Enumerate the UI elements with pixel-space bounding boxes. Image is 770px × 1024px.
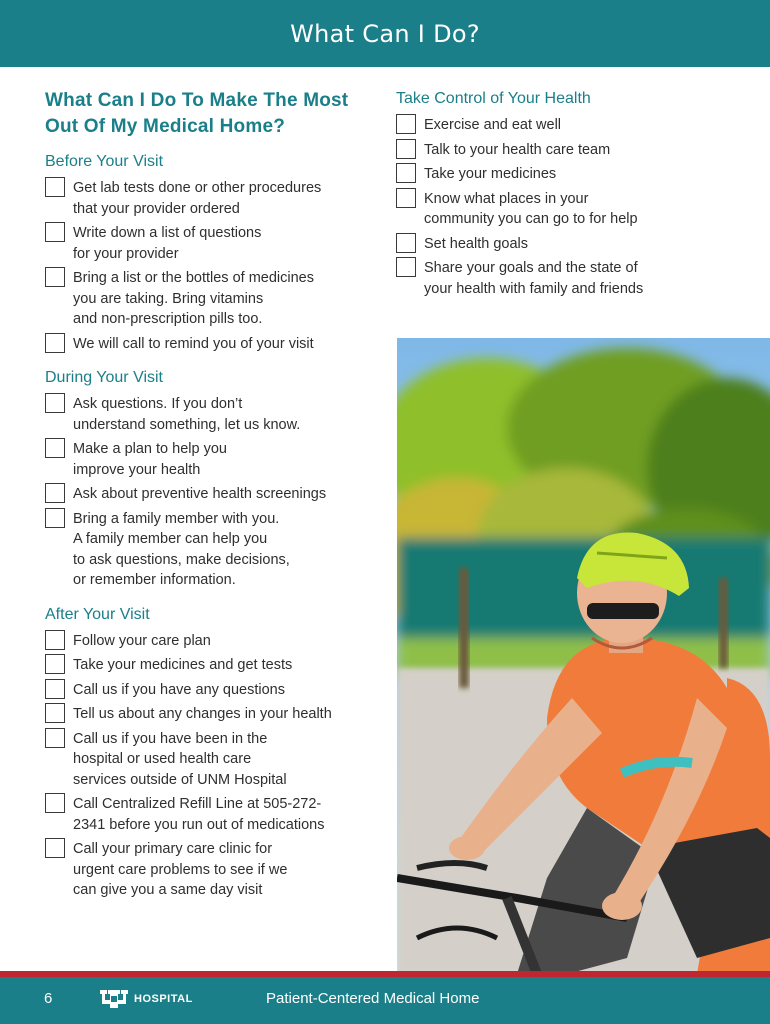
checklist-item-label: Share your goals and the state of your health with family and friends (424, 260, 644, 297)
checklist (396, 115, 756, 299)
checklist-item (45, 178, 385, 219)
checklist-item-label: Ask about preventive health screenings (73, 486, 327, 502)
left-sections (45, 152, 385, 901)
checklist-item-label: Call us if you have been in the hospital or used health care services outside of UNM Hospital (73, 730, 287, 788)
checkbox[interactable] (45, 630, 65, 650)
checklist-item (45, 655, 385, 676)
checklist-item-label: Exercise and eat well (424, 117, 562, 133)
checklist-item-label: Bring a list or the bottles of medicines you are taking. Bring vitamins and non-prescription pills too. (73, 270, 314, 327)
checklist-item-label: Call Centralized Refill Line at 505-272- 2341 before you run out of medications (73, 796, 325, 833)
checklist-item (45, 704, 385, 725)
left-column (45, 88, 385, 915)
main-heading: What Can I Do To Make The Most Out Of My Medical Home? (45, 90, 349, 137)
checkbox[interactable] (45, 393, 65, 413)
checklist-item (45, 439, 385, 480)
checklist-item (45, 268, 385, 330)
checklist-item-label: Make a plan to help you improve your health (73, 441, 227, 478)
section-during-your-visit (45, 368, 385, 591)
checklist-item-label: Talk to your health care team (424, 141, 611, 158)
checkbox[interactable] (45, 267, 65, 287)
checkbox[interactable] (45, 438, 65, 458)
checkbox[interactable] (396, 139, 416, 159)
checkbox[interactable] (45, 793, 65, 813)
checklist-item-label: Write down a list of questions for your provider (73, 225, 262, 262)
checkbox[interactable] (45, 654, 65, 674)
checkbox[interactable] (45, 728, 65, 748)
footer-title: Patient-Centered Medical Home (266, 990, 480, 1007)
page-header (0, 0, 770, 67)
checklist-item-label: Take your medicines (424, 166, 557, 182)
checklist-item-label: Tell us about any changes in your health (73, 706, 332, 722)
cyclist-illustration (397, 338, 770, 974)
page-number: 6 (44, 990, 53, 1007)
checklist-item (45, 334, 385, 355)
checklist-item (45, 839, 385, 901)
checklist-item-label: Know what places in your community you can go to for help (424, 190, 638, 227)
logo-text: HOSPITAL (134, 993, 193, 1005)
checklist-item-label: We will call to remind you of your visit (73, 335, 314, 352)
checkbox[interactable] (45, 483, 65, 503)
section-take-control (396, 89, 756, 299)
checklist-item (45, 484, 385, 505)
checkbox[interactable] (396, 163, 416, 183)
checklist-item (45, 680, 385, 701)
section-after-your-visit (45, 605, 385, 901)
section-before-your-visit (45, 152, 385, 354)
checkbox[interactable] (45, 679, 65, 699)
cyclist-photo (397, 338, 770, 974)
right-column (396, 88, 756, 313)
checkbox[interactable] (396, 114, 416, 134)
page-footer (0, 977, 770, 1024)
checklist-item (396, 189, 756, 230)
checkbox[interactable] (45, 177, 65, 197)
checkbox[interactable] (45, 703, 65, 723)
checklist-item (396, 164, 756, 185)
checklist-item (396, 115, 756, 136)
checklist-item-label: Bring a family member with you. A family member can help you to ask questions, make decisions, or remember information. (73, 510, 290, 588)
checklist-item-label: Set health goals (424, 235, 528, 252)
checklist-item-label: Get lab tests done or other procedures that your provider ordered (73, 180, 322, 217)
unm-logo-icon (98, 988, 130, 1010)
checklist-item (396, 234, 756, 255)
section-heading: During Your Visit (45, 369, 163, 386)
checklist-item-label: Call your primary care clinic for urgent care problems to see if we can give you a same day visit (73, 841, 288, 898)
checklist-item-label: Follow your care plan (73, 632, 211, 649)
section-heading: Before Your Visit (45, 153, 164, 170)
checklist-item (45, 631, 385, 652)
checklist-item (45, 794, 385, 835)
section-heading: Take Control of Your Health (396, 90, 591, 107)
checkbox[interactable] (396, 257, 416, 277)
checklist-item (396, 258, 756, 299)
page-title: What Can I Do? (290, 19, 480, 48)
checklist-item (45, 509, 385, 591)
checkbox[interactable] (45, 508, 65, 528)
checklist-item (45, 223, 385, 264)
checkbox[interactable] (45, 333, 65, 353)
checklist-item-label: Ask questions. If you don’t understand something, let us know. (73, 396, 301, 433)
section-heading: After Your Visit (45, 605, 150, 623)
unm-hospital-logo (98, 988, 193, 1010)
checklist-item (45, 729, 385, 791)
checkbox[interactable] (45, 838, 65, 858)
checklist-item-label: Call us if you have any questions (73, 681, 285, 698)
checklist-item-label: Take your medicines and get tests (73, 657, 293, 673)
checkbox[interactable] (45, 222, 65, 242)
checkbox[interactable] (396, 233, 416, 253)
checklist-item (45, 394, 385, 435)
checkbox[interactable] (396, 188, 416, 208)
checklist-item (396, 140, 756, 161)
